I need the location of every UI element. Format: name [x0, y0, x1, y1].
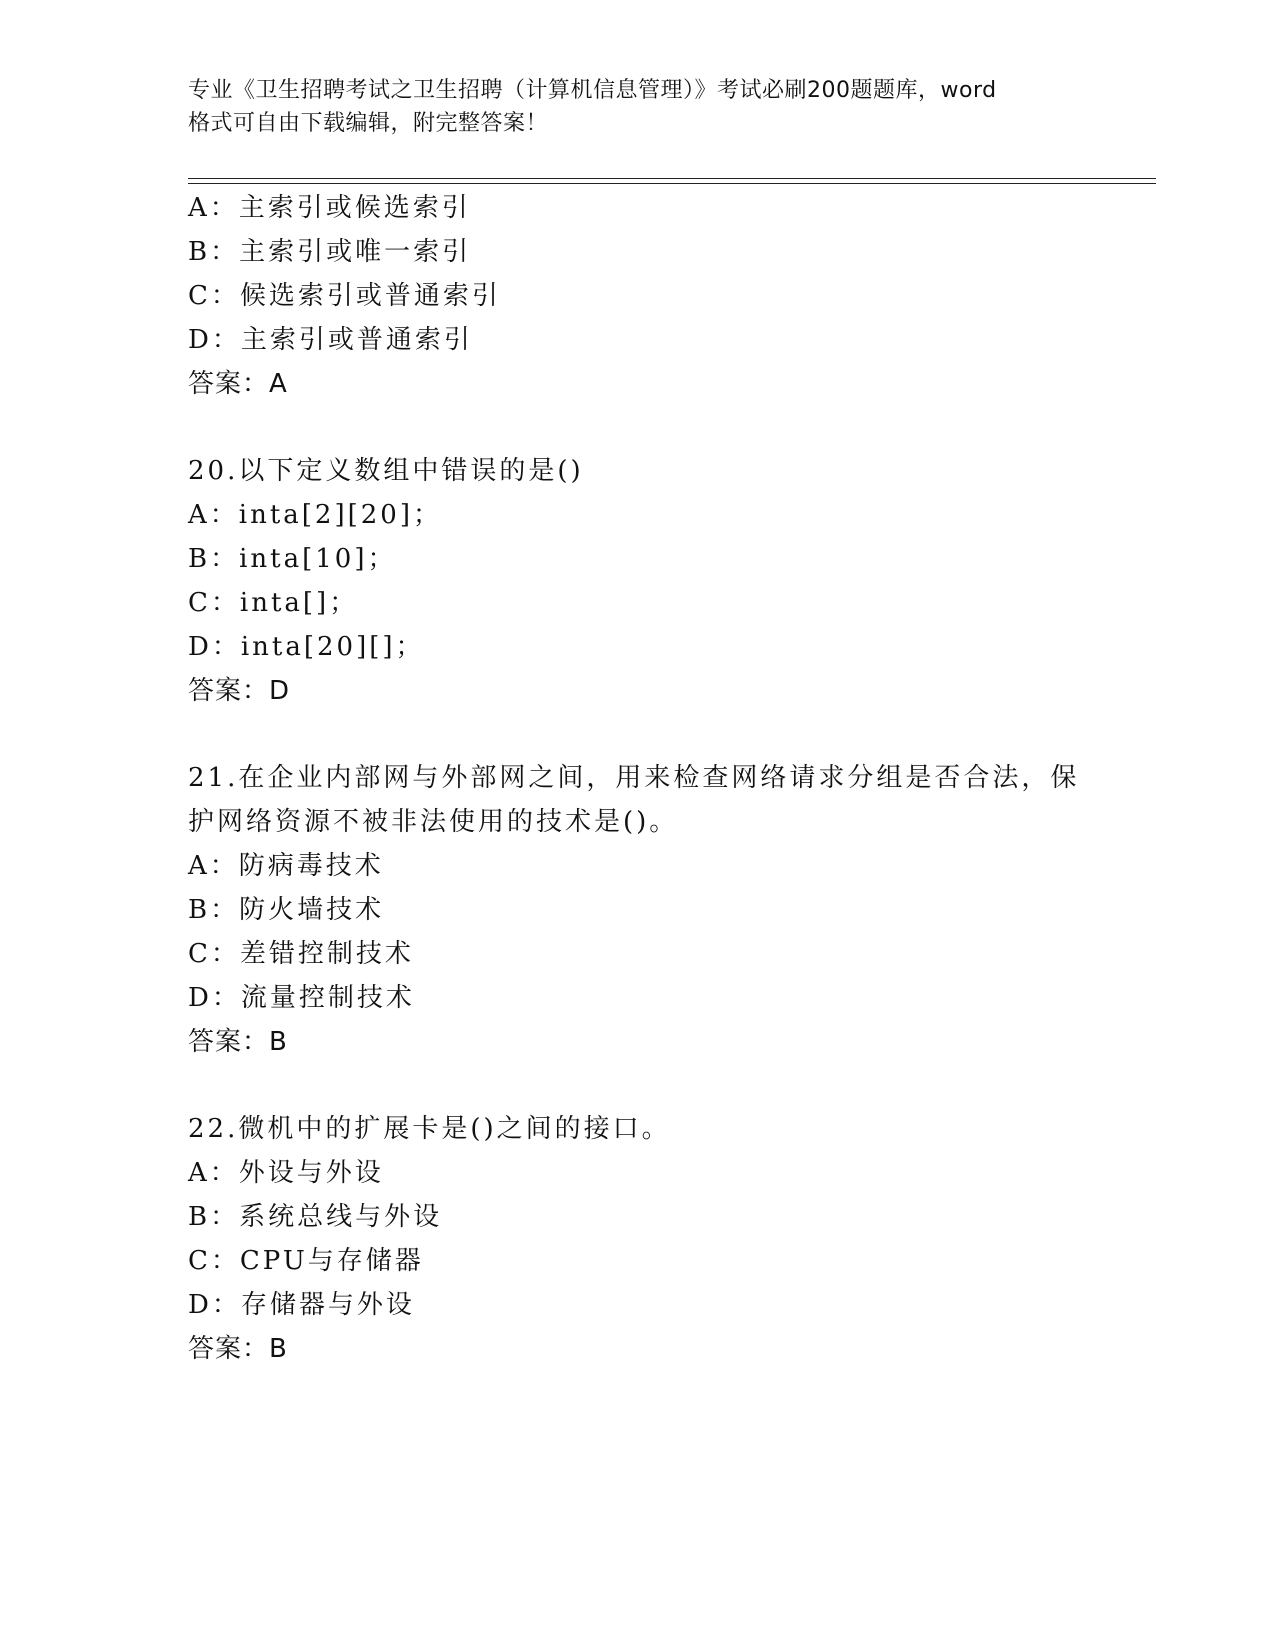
q22-option-d: D：存储器与外设 [188, 1290, 415, 1320]
q19-option-d: D：主索引或普通索引 [188, 325, 473, 355]
q21-option-d: D：流量控制技术 [188, 983, 415, 1013]
q22-option-c: C：CPU与存储器 [188, 1246, 424, 1276]
q19-answer: 答案：A [188, 369, 288, 399]
q20-option-c: C：inta[]； [188, 588, 359, 618]
q21-answer: 答案：B [188, 1027, 288, 1057]
q19-option-a: A：主索引或候选索引 [188, 193, 471, 223]
q19-option-c: C：候选索引或普通索引 [188, 281, 501, 311]
document-header [188, 74, 1088, 140]
header-line-2: 格式可自由下载编辑，附完整答案！ [188, 111, 549, 136]
q22-option-b: B：系统总线与外设 [188, 1202, 443, 1232]
q21-option-b: B：防火墙技术 [188, 895, 385, 925]
q21-question-line-1: 21.在企业内部网与外部网之间，用来检查网络请求分组是否合法，保 [188, 763, 1080, 793]
q20-option-b: B：inta[10]； [188, 544, 397, 574]
q21-option-a: A：防病毒技术 [188, 851, 384, 881]
header-divider-bottom [188, 183, 1156, 184]
header-divider-top [188, 178, 1156, 179]
q20-option-d: D：inta[20][]； [188, 632, 425, 662]
q21-question-line-2: 护网络资源不被非法使用的技术是()。 [188, 807, 679, 837]
q20-option-a: A：inta[2][20]； [188, 500, 442, 530]
q19-option-b: B：主索引或唯一索引 [188, 237, 472, 267]
q22-option-a: A：外设与外设 [188, 1158, 384, 1188]
q22-answer: 答案：B [188, 1334, 288, 1364]
header-line-1: 专业《卫生招聘考试之卫生招聘（计算机信息管理）》考试必刷200题题库，word [188, 78, 997, 103]
q20-answer: 答案：D [188, 676, 291, 706]
q20-question: 20.以下定义数组中错误的是() [188, 456, 584, 486]
q21-option-c: C：差错控制技术 [188, 939, 414, 969]
q22-question: 22.微机中的扩展卡是()之间的接口。 [188, 1114, 671, 1144]
